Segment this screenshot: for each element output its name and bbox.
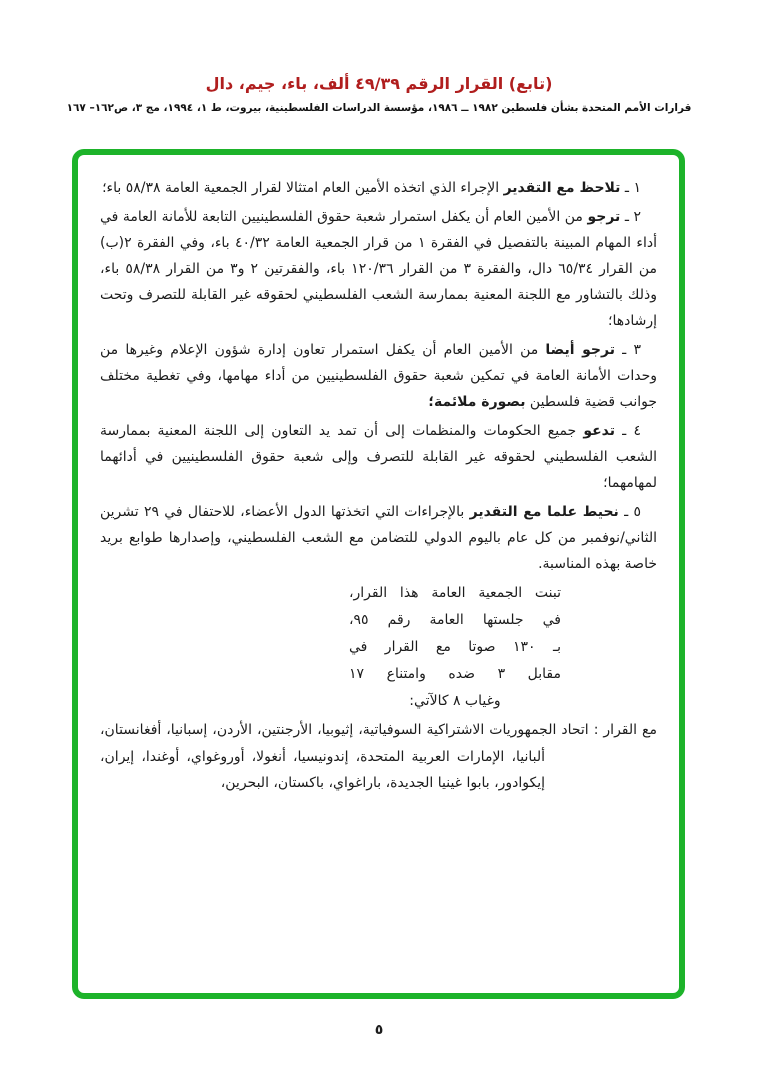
resolution-body	[78, 155, 679, 797]
votes-in-favour-list	[100, 717, 657, 797]
paragraph-text: الإجراء الذي اتخذه الأمين العام امتثالا لقرار الجمعية العامة ٥٨/٣٨ باء؛	[102, 180, 504, 196]
votes-label: مع القرار :	[588, 722, 657, 738]
bold-tail: بصورة ملائمة؛	[428, 394, 526, 410]
paragraph-2	[100, 204, 657, 334]
paragraph-text: من الأمين العام أن يكفل استمرار تعاون إدارة شؤون الإعلام وغيرها من وحدات الأمانة العامة في تمكين شعبة حقوق الفلسطينيين من أداء مهامها، وفي تغطية مختلف جوانب قضية فلسطين	[100, 342, 657, 410]
adoption-line: بـ ١٣٠ صوتا مع القرار في	[349, 639, 561, 655]
operative-verb: ترجو أيضا	[545, 342, 615, 358]
adoption-statement	[349, 580, 561, 715]
source-citation: قرارات الأمم المتحدة بشأن فلسطين ١٩٨٢ ــ ١٩٨٦، مؤسسة الدراسات الفلسطينية، بيروت، ط ١، ١٩٩٤، مج ٣، ص١٦٢– ١٦٧	[66, 102, 692, 114]
operative-verb: ترجو	[587, 209, 621, 225]
paragraph-number: ٤ ـ	[615, 423, 641, 439]
adoption-line: تبنت الجمعية العامة هذا القرار،	[349, 585, 561, 601]
operative-verb: نحيط علما مع التقدير	[469, 504, 619, 520]
paragraph-text: بالإجراءات التي اتخذتها الدول الأعضاء، للاحتفال في ٢٩ تشرين الثاني/نوفمبر من كل عام باليوم الدولي للتضامن مع الشعب الفلسطيني، وإصدارها طوابع بريد خاصة بهذه المناسبة.	[100, 504, 657, 572]
paragraph-number: ١ ـ	[620, 180, 641, 196]
green-annotation-box	[72, 149, 685, 999]
page-number: ٥	[374, 1022, 384, 1038]
adoption-line: في جلستها العامة رقم ٩٥،	[349, 612, 561, 628]
paragraph-number: ٥ ـ	[618, 504, 641, 520]
adoption-line: مقابل ٣ ضده وامتناع ١٧	[349, 666, 562, 682]
paragraph-4	[100, 418, 657, 496]
paragraph-3	[100, 337, 657, 415]
paragraph-number: ٢ ـ	[620, 209, 641, 225]
paragraph-text: من الأمين العام أن يكفل استمرار شعبة حقوق الفلسطينيين التابعة للأمانة العامة في أداء المهام المبينة بالتفصيل في الفقرة ١ من قرار الجمعية العامة ٤٠/٣٢ باء، وفي الفقرة ٢(ب) من القرار ٦٥/٣٤ دال، والفقرة ٣ من القرار ١٢٠/٣٦ باء، والفقرتين ٢ و٣ من القرار ٥٨/٣٨ باء، وذلك بالتشاور مع اللجنة المعنية بممارسة الشعب الفلسطيني لحقوقه غير القابلة للتصرف وتحت إرشادها؛	[100, 209, 657, 329]
adoption-line: وغياب ٨ كالآتي:	[409, 693, 501, 709]
paragraph-text: جميع الحكومات والمنظمات إلى أن تمد يد التعاون إلى اللجنة المعنية بممارسة الشعب الفلسطيني لحقوقه غير القابلة للتصرف وإلى شعبة حقوق الفلسطينيين في أدائهما لمهامهما؛	[100, 423, 657, 491]
operative-verb: تلاحظ مع التقدير	[503, 180, 621, 196]
page-header	[0, 74, 758, 114]
operative-verb: تدعو	[583, 423, 616, 439]
paragraph-5	[100, 499, 657, 577]
resolution-title: (تابع) القرار الرقم ٤٩/٣٩ ألف، باء، جيم، دال	[205, 74, 553, 93]
paragraph-number: ٣ ـ	[614, 342, 641, 358]
paragraph-1	[100, 175, 657, 201]
votes-countries: اتحاد الجمهوريات الاشتراكية السوفياتية، إثيوبيا، الأرجنتين، الأردن، إسبانيا، أفغانستان، ألبانيا، الإمارات العربية المتحدة، إندونيسيا، أنغولا، أوروغواي، أوغندا، إيران، إيكوادور، بابوا غينيا الجديدة، باراغواي، باكستان، البحرين،	[100, 722, 589, 791]
